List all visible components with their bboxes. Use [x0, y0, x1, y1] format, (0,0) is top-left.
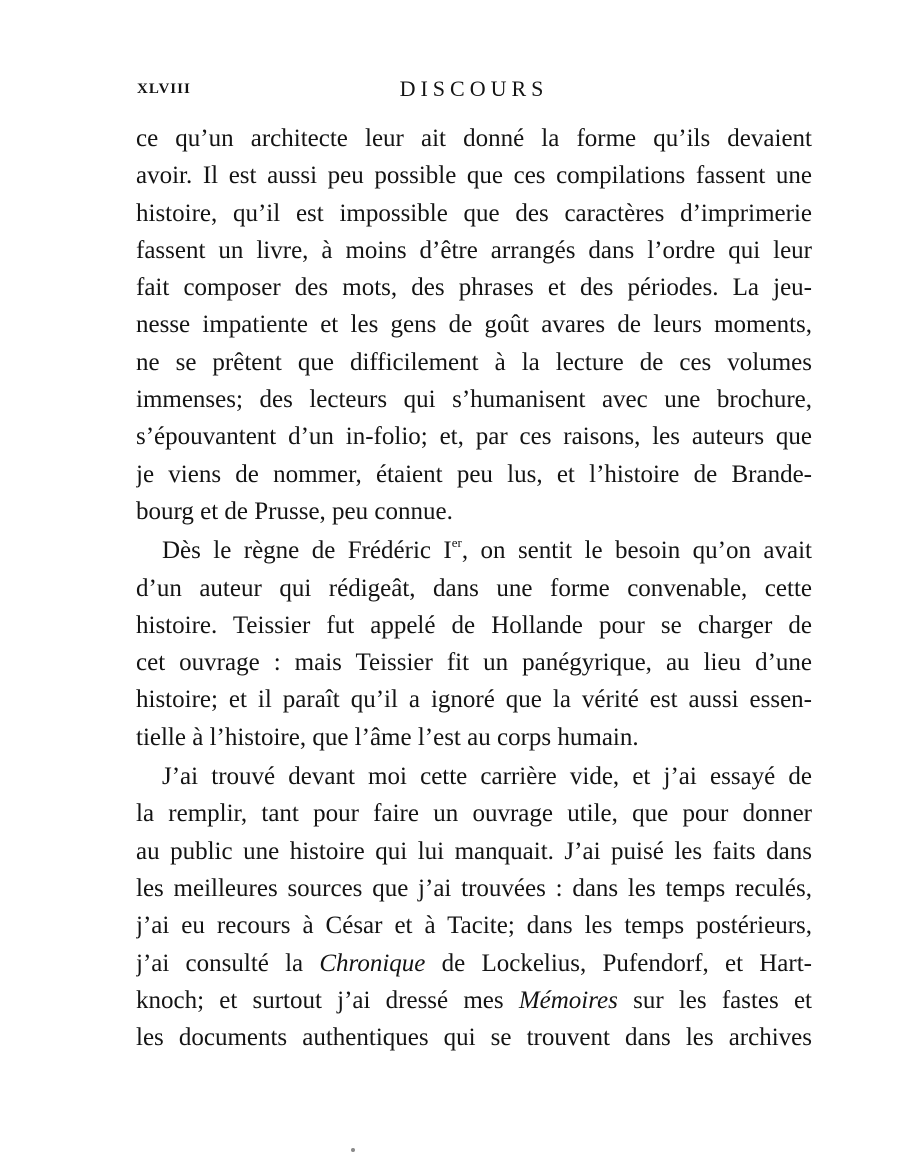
- text-line: les documents authentiques qui se trouvent dans les archives: [136, 1024, 812, 1052]
- text-line: histoire. Teissier fut appelé de Hollande pour se charger de: [136, 611, 812, 639]
- text-line: la remplir, tant pour faire un ouvrage utile, que pour donner: [136, 800, 812, 828]
- text-line: avoir. Il est aussi peu possible que ces compilations fassent une: [136, 162, 812, 190]
- text-fragment: Dès le règne de Frédéric I: [162, 537, 452, 565]
- body-text: [136, 120, 812, 1056]
- text-fragment: de Lockelius, Pufendorf, et Hart-: [425, 949, 812, 977]
- running-title: DISCOURS: [399, 76, 549, 101]
- text-line: s’épouvantent d’un in-folio; et, par ces raisons, les auteurs que: [136, 423, 812, 451]
- text-line: je viens de nommer, étaient peu lus, et l’histoire de Brande-: [136, 460, 812, 488]
- text-line: les meilleures sources que j’ai trouvées : dans les temps reculés,: [136, 874, 812, 902]
- text-line: ce qu’un architecte leur ait donné la forme qu’ils devaient: [136, 125, 812, 152]
- text-fragment: knoch; et surtout j’ai dressé mes: [136, 986, 519, 1014]
- text-line: cet ouvrage : mais Teissier fit un panégyrique, au lieu d’une: [136, 649, 812, 677]
- print-speck: [351, 1148, 355, 1152]
- text-line: bourg et de Prusse, peu connue.: [136, 497, 453, 525]
- italic-title: Mémoires: [518, 986, 618, 1014]
- text-line: histoire; et il paraît qu’il a ignoré que la vérité est aussi essen-: [136, 686, 812, 714]
- superscript: er: [451, 535, 462, 551]
- text-line: immenses; des lecteurs qui s’humanisent avec une brochure,: [136, 386, 812, 414]
- page-number: XLVIII: [137, 81, 191, 97]
- text-line: fait composer des mots, des phrases et des périodes. La jeu-: [136, 274, 812, 302]
- text-fragment: sur les fastes et: [617, 986, 812, 1014]
- text-line: [136, 945, 812, 982]
- text-line: tielle à l’histoire, que l’âme l’est au corps humain.: [136, 723, 639, 751]
- text-line: J’ai trouvé devant moi cette carrière vide, et j’ai essayé de: [162, 763, 812, 791]
- text-fragment: j’ai consulté la: [136, 949, 320, 977]
- text-line: histoire, qu’il est impossible que des caractères d’imprimerie: [136, 199, 812, 227]
- page-header: [136, 76, 812, 102]
- text-line: d’un auteur qui rédigeât, dans une forme convenable, cette: [136, 574, 812, 602]
- text-fragment: , on sentit le besoin qu’on avait: [461, 537, 812, 565]
- text-line: ne se prêtent que difficilement à la lecture de ces volumes: [136, 348, 812, 376]
- text-line: nesse impatiente et les gens de goût avares de leurs moments,: [136, 311, 812, 339]
- italic-title: Chronique: [319, 949, 426, 977]
- text-line: [136, 532, 812, 569]
- text-line: au public une histoire qui lui manquait. J’ai puisé les faits dans: [136, 837, 812, 865]
- text-line: fassent un livre, à moins d’être arrangés dans l’ordre qui leur: [136, 236, 812, 264]
- text-line: j’ai eu recours à César et à Tacite; dans les temps postérieurs,: [136, 912, 812, 940]
- text-line: [136, 982, 812, 1019]
